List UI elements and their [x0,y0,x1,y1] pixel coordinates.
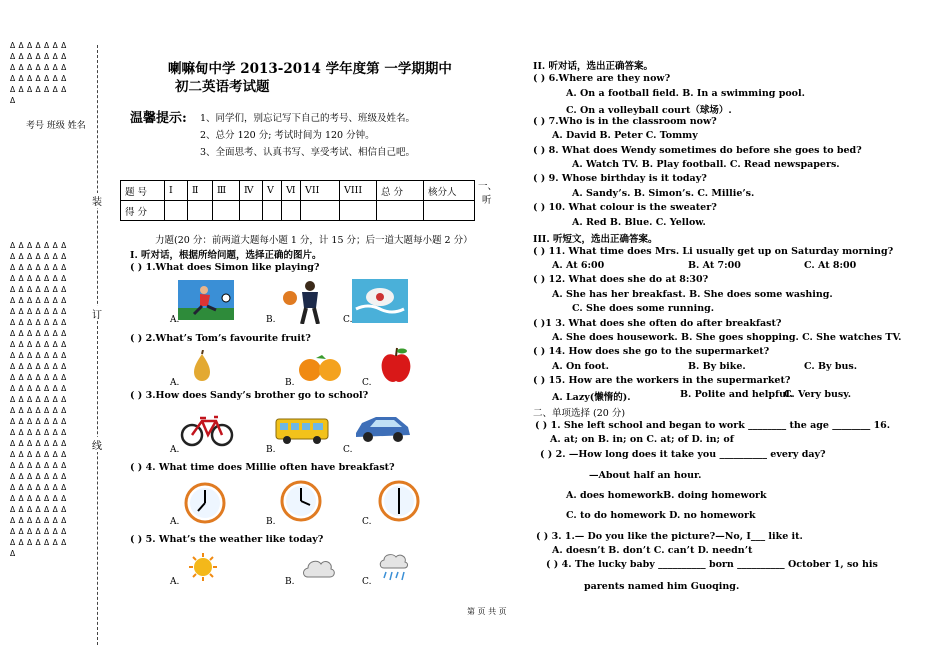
choice-section-heading: 二、单项选择 (20 分) [533,408,626,419]
question-15: ( ) 15. How are the workers in the supermarket? [533,375,791,386]
q14-option-b: B. By bike. [688,361,746,372]
question-3: ( ) 3.How does Sandy’s brother go to school? [130,390,369,401]
tips-heading: 温馨提示: [130,111,187,126]
q2-option-a: A. [170,378,180,388]
q15-option-c: C. Very busy. [784,389,852,400]
choice-question-1: ( ) 1. She left school and began to work ________ the age ________ 16. [535,420,891,431]
binding-mark-xian: 线 [92,437,102,452]
score-header-cell: Ⅱ [188,181,213,201]
q13-options: A. She does housework. B. She goes shopping. C. She watches TV. [552,332,902,343]
pear-icon [190,350,214,382]
q3-option-a: A. [170,445,180,455]
listening-section-2: II. 听对话，选出正确答案。 [533,61,654,72]
bus-icon [275,416,329,446]
binding-mark-zhuang: 装 [92,193,102,208]
q11-option-c: C. At 8:00 [804,260,857,271]
score-table [120,180,475,221]
q14-option-c: C. By bus. [804,361,858,372]
score-cell[interactable] [188,201,213,221]
q4-option-c: C. [362,517,372,527]
q3-option-c: C. [343,445,353,455]
sun-icon [188,552,218,582]
part-one-label-2: 听 [482,195,492,206]
bicycle-icon [180,413,234,447]
q6-options-ab: A. On a football field. B. In a swimming pool. [566,88,805,99]
question-13: ( )1 3. What does she often do after breakfast? [533,318,782,329]
question-4: ( ) 4. What time does Millie often have breakfast? [130,462,395,473]
choice-q2-options-ab: A. does homeworkB. doing homework [566,490,767,501]
q14-option-a: A. On foot. [552,361,609,372]
q5-option-a: A. [170,577,180,587]
q1-option-c: C. [343,315,353,325]
question-5: ( ) 5. What’s the weather like today? [130,534,324,545]
q12-option-c: C. She does some running. [572,303,715,314]
tip-2: 2、总分 120 分; 考试时间为 120 分钟。 [200,130,375,141]
question-10: ( ) 10. What colour is the sweater? [533,202,717,213]
exam-title-line2: 初二英语考试题 [175,79,270,95]
cloud-icon [300,553,336,581]
binding-triangles-bottom: Δ Δ Δ Δ Δ Δ Δ Δ Δ Δ Δ Δ Δ Δ Δ Δ Δ Δ Δ Δ Δ Δ Δ Δ Δ Δ Δ Δ Δ Δ Δ Δ Δ Δ Δ Δ Δ Δ Δ Δ Δ Δ Δ Δ Δ Δ Δ Δ Δ Δ Δ Δ Δ Δ Δ Δ Δ Δ Δ Δ Δ Δ Δ Δ Δ Δ Δ Δ Δ Δ Δ Δ Δ Δ Δ Δ Δ Δ Δ Δ Δ Δ Δ Δ Δ Δ Δ Δ Δ Δ Δ Δ Δ Δ Δ Δ Δ Δ Δ Δ Δ Δ Δ Δ Δ Δ Δ Δ Δ Δ Δ Δ Δ Δ Δ Δ Δ Δ Δ Δ Δ Δ Δ Δ Δ Δ Δ Δ Δ Δ Δ Δ Δ Δ Δ Δ Δ Δ Δ Δ Δ Δ Δ Δ Δ Δ Δ Δ Δ Δ Δ Δ Δ Δ Δ Δ Δ Δ Δ Δ Δ Δ Δ Δ Δ Δ Δ Δ Δ Δ Δ Δ Δ Δ Δ Δ Δ Δ Δ Δ Δ Δ Δ Δ Δ Δ Δ Δ Δ Δ Δ Δ Δ Δ Δ Δ Δ [10,241,67,558]
part-one-label: 一、 [478,181,498,192]
car-icon [354,411,412,445]
q4-option-a: A. [170,517,180,527]
q2-option-c: C. [362,378,372,388]
q9-options: A. Sandy’s. B. Simon’s. C. Millie’s. [572,188,755,199]
listening-section-1: I. 听对话，根据所给问题，选择正确的图片。 [130,250,322,261]
tip-3: 3、全面思考、认真书写、享受考试、相信自己吧。 [200,147,416,158]
q8-options: A. Watch TV. B. Play football. C. Read newspapers. [572,159,840,170]
question-12: ( ) 12. What does she do at 8:30? [533,274,709,285]
question-8: ( ) 8. What does Wendy sometimes do before she goes to bed? [533,145,862,156]
q2-option-b: B. [285,378,295,388]
score-header-cell: VII [301,181,340,201]
clock-icon [378,480,420,522]
score-cell[interactable] [301,201,340,221]
question-11: ( ) 11. What time does Mrs. Li usually get up on Saturday morning? [533,246,894,257]
q3-option-b: B. [266,445,276,455]
score-header-cell: Ⅳ [240,181,263,201]
score-cell[interactable] [340,201,377,221]
binding-mark-ding: 订 [92,306,102,321]
q12-options-ab: A. She has her breakfast. B. She does some washing. [552,289,833,300]
q6-option-c: C. On a volleyball court（球场）. [566,105,732,116]
q15-option-b: B. Polite and helpful. [680,389,793,400]
score-table-header-row [121,181,475,201]
score-cell[interactable] [165,201,188,221]
score-header-cell: 总 分 [377,181,424,201]
choice-question-3: ( ) 3. 1.— Do you like the picture?—No, I___ like it. [536,531,803,542]
question-1: ( ) 1.What does Simon like playing? [130,262,320,273]
choice-q2-answer-line: —About half an hour. [589,470,702,481]
rain-icon [378,550,410,584]
score-header-cell: Ⅵ [282,181,301,201]
score-header-cell: Ⅰ [165,181,188,201]
q11-option-a: A. At 6:00 [552,260,605,271]
q15-option-a: A. Lazy(懒惰的). [552,392,631,403]
oranges-icon [296,353,344,383]
listening-section-3: III. 听短文，选出正确答案。 [533,234,658,245]
student-info-fields: 考号 班级 姓名 [26,121,86,131]
score-header-cell: Ⅴ [263,181,282,201]
q5-option-c: C. [362,577,372,587]
listening-intro: 力题(20 分：前两道大题每小题 1 分，计 15 分；后一道大题每小题 2 分） [155,235,473,246]
page-footer: 第 页 共 页 [467,607,507,616]
score-cell[interactable] [424,201,475,221]
q11-option-b: B. At 7:00 [688,260,741,271]
score-cell[interactable] [282,201,301,221]
score-header-cell: Ⅲ [213,181,240,201]
apple-icon [378,346,414,384]
score-header-cell: 题 号 [121,181,165,201]
clock-icon [184,482,226,524]
question-6: ( ) 6.Where are they now? [533,73,671,84]
q7-options: A. David B. Peter C. Tommy [552,130,698,141]
binding-line [97,45,98,645]
score-header-cell: 核分人 [424,181,475,201]
choice-question-4: ( ) 4. The lucky baby __________ born __________ October 1, so his [546,559,878,570]
question-14: ( ) 14. How does she go to the supermarket? [533,346,770,357]
swimmer-icon [352,279,408,323]
score-cell[interactable] [213,201,240,221]
clock-icon [280,480,322,522]
q10-options: A. Red B. Blue. C. Yellow. [572,217,706,228]
q1-option-a: A. [170,315,180,325]
score-row-label: 得 分 [121,201,165,221]
score-cell[interactable] [240,201,263,221]
choice-q2-options-cd: C. to do homework D. no homework [566,510,756,521]
question-9: ( ) 9. Whose birthday is it today? [533,173,707,184]
choice-q1-options: A. at; on B. in; on C. at; of D. in; of [550,434,734,445]
question-2: ( ) 2.What’s Tom’s favourite fruit? [130,333,311,344]
score-cell[interactable] [377,201,424,221]
basketball-player-icon [280,278,328,324]
choice-question-2: ( ) 2. —How long does it take you __________ every day? [540,449,826,460]
football-player-icon [178,280,234,320]
q1-option-b: B. [266,315,276,325]
q5-option-b: B. [285,577,295,587]
choice-q4-continued: parents named him Guoqing. [584,581,740,592]
choice-q3-options: A. doesn’t B. don’t C. can’t D. needn’t [552,545,753,556]
score-header-cell: VIII [340,181,377,201]
q4-option-b: B. [266,517,276,527]
score-table-score-row [121,201,475,221]
question-7: ( ) 7.Who is in the classroom now? [533,116,717,127]
exam-title-line1: 喇嘛甸中学 2013-2014 学年度第 一学期期中 [168,61,452,77]
tip-1: 1、同学们，别忘记写下自己的考号、班级及姓名。 [200,113,416,124]
score-cell[interactable] [263,201,282,221]
binding-triangles-top: Δ Δ Δ Δ Δ Δ Δ Δ Δ Δ Δ Δ Δ Δ Δ Δ Δ Δ Δ Δ Δ Δ Δ Δ Δ Δ Δ Δ Δ Δ Δ Δ Δ Δ Δ Δ [10,41,67,105]
